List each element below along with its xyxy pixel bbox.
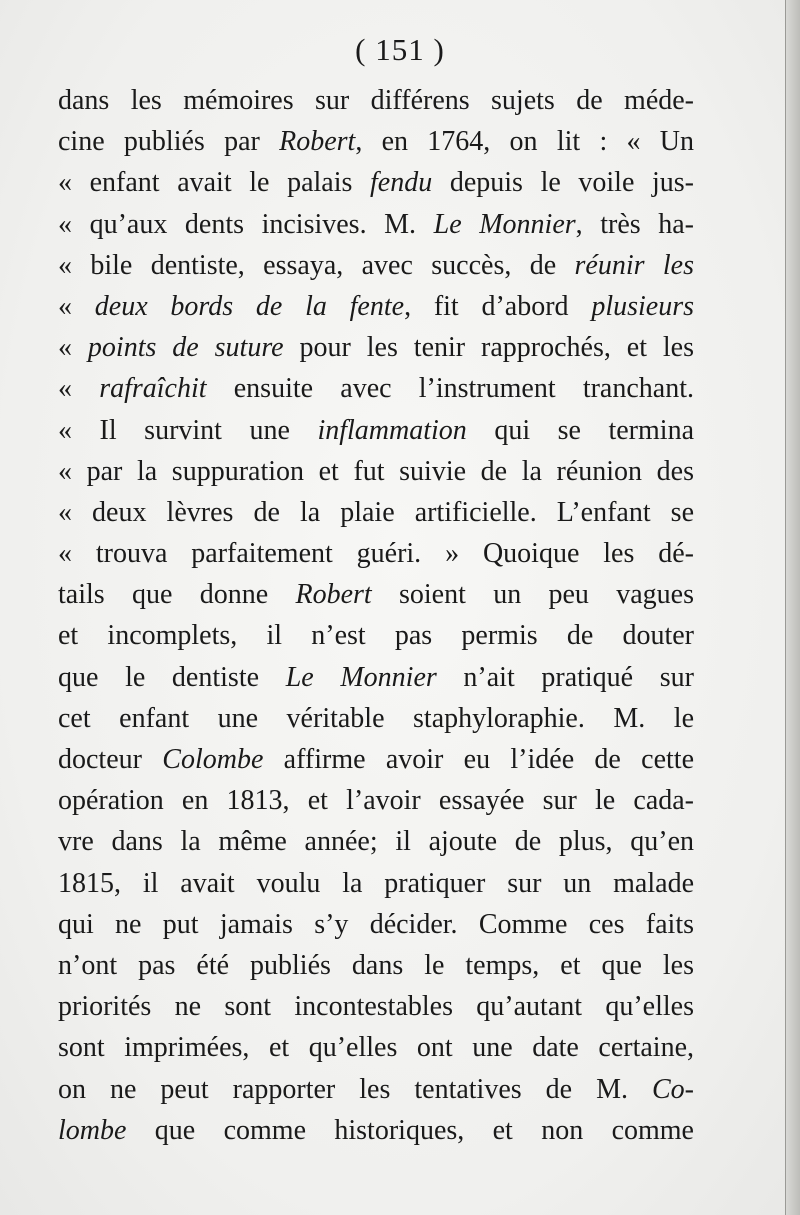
text-segment: 1815, il avait voulu la pratiquer sur un malade — [58, 867, 694, 899]
italic-text: Co- — [652, 1073, 694, 1105]
text-line — [58, 945, 694, 986]
text-segment: depuis le voile jus- — [432, 167, 695, 199]
text-segment: « deux lèvres de la plaie artificielle. L’enfant se — [58, 496, 694, 528]
text-segment: priorités ne sont incontestables qu’autant qu’elles — [58, 991, 694, 1023]
text-segment: tails que donne — [58, 579, 296, 611]
text-segment: qui se termina — [466, 414, 694, 446]
text-segment: « trouva parfaitement guéri. » Quoique les dé- — [58, 538, 694, 570]
text-segment: docteur — [58, 744, 163, 775]
text-line — [58, 780, 694, 821]
italic-text: lombe — [58, 1114, 127, 1146]
italic-text: réunir les — [574, 249, 694, 281]
text-segment: « — [58, 332, 88, 364]
text-segment: que comme historiques, et non comme — [126, 1114, 694, 1146]
text-line — [58, 1069, 694, 1110]
text-line — [58, 739, 694, 780]
text-line — [58, 286, 694, 327]
text-line — [58, 574, 694, 615]
italic-text: points de suture — [87, 332, 284, 364]
italic-text: rafraîchit — [99, 373, 207, 405]
text-segment: « qu’aux dents incisives. M. — [58, 208, 434, 240]
text-segment: n’ont pas été publiés dans le temps, et que les — [58, 949, 694, 981]
text-segment: ensuite avec l’instrument tranchant. — [206, 373, 694, 405]
text-segment: « — [58, 290, 95, 322]
text-segment: pour les tenir rapprochés, et les — [283, 332, 694, 364]
text-segment: « — [58, 373, 100, 405]
text-line — [58, 368, 694, 409]
text-line — [58, 492, 694, 533]
text-segment: on ne peut rapporter les tentatives de M. — [58, 1073, 652, 1105]
italic-text: Le Monnier — [285, 661, 437, 693]
text-segment: cine publiés par — [58, 126, 280, 158]
text-segment: soient un peu vagues — [371, 579, 694, 611]
text-segment: que le dentiste — [58, 661, 286, 693]
italic-text: Le Monnier — [433, 208, 576, 240]
text-segment: , très ha- — [575, 208, 694, 240]
text-segment: n’ait pratiqué sur — [436, 661, 694, 693]
italic-text: Colombe — [162, 744, 264, 775]
text-segment: , fit d’abord — [404, 290, 592, 322]
text-line — [58, 1027, 694, 1068]
text-segment: « Il survint une — [58, 414, 318, 446]
text-segment: cet enfant une véritable staphyloraphie. M. le — [58, 702, 694, 734]
text-segment: dans les mémoires sur différens sujets de méde- — [58, 85, 694, 116]
text-line — [58, 863, 694, 904]
text-segment: qui ne put jamais s’y décider. Comme ces faits — [58, 908, 694, 940]
text-segment: vre dans la même année; il ajoute de plus, qu’en — [58, 826, 694, 858]
text-segment: sont imprimées, et qu’elles ont une date certaine, — [58, 1032, 694, 1064]
text-segment: opération en 1813, et l’avoir essayée sur le cada- — [58, 785, 694, 817]
text-line — [58, 821, 694, 862]
text-line — [58, 204, 694, 245]
text-segment: , en 1764, on lit : « Un — [355, 126, 694, 158]
italic-text: Robert — [279, 126, 356, 158]
text-segment: « par la suppuration et fut suivie de la réunion des — [58, 455, 694, 487]
italic-text: deux bords de la fente — [94, 290, 405, 322]
text-line — [58, 162, 694, 203]
text-segment: « enfant avait le palais — [58, 167, 370, 199]
text-line — [58, 451, 694, 492]
text-line — [58, 904, 694, 945]
text-segment: et incomplets, il n’est pas permis de douter — [58, 620, 694, 652]
text-line — [58, 327, 694, 368]
text-segment: « bile dentiste, essaya, avec succès, de — [58, 249, 575, 281]
body-text — [58, 80, 694, 1151]
text-line — [58, 80, 694, 121]
italic-text: plusieurs — [591, 290, 694, 322]
text-line — [58, 698, 694, 739]
text-line — [58, 615, 694, 656]
italic-text: fendu — [370, 167, 433, 199]
text-line — [58, 410, 694, 451]
italic-text: inflammation — [317, 414, 467, 446]
italic-text: Robert — [295, 579, 372, 611]
text-line — [58, 121, 694, 162]
text-line — [58, 533, 694, 574]
text-segment: affirme avoir eu l’idée de cette — [263, 744, 694, 775]
text-line — [58, 1110, 694, 1151]
text-line — [58, 657, 694, 698]
text-line — [58, 986, 694, 1027]
page-number: ( 151 ) — [355, 32, 445, 67]
page-edge — [785, 0, 800, 1215]
text-line — [58, 245, 694, 286]
